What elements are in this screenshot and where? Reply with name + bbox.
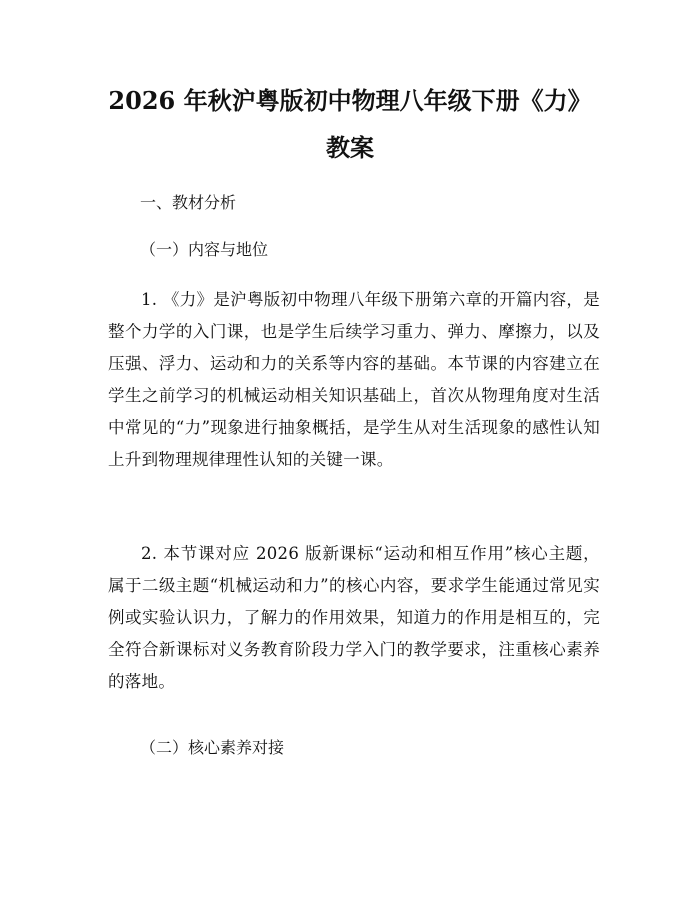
- subsection-heading-core-literacy: （二）核心素养对接: [140, 738, 285, 757]
- document-title-line-1: 2026 年秋沪粤版初中物理八年级下册《力》: [108, 86, 592, 115]
- paragraph-1: 1. 《力》是沪粤版初中物理八年级下册第六章的开篇内容，是整个力学的入门课，也是学生后续学习重力、弹力、摩擦力，以及压强、浮力、运动和力的关系等内容的基础。本节课的内容建立在学生之前学习的机械运动相关知识基础上，首次从物理角度对生活中常见的“力”现象进行抽象概括，是学生从对生活现象的感性认知上升到物理规律理性认知的关键一课。: [108, 290, 600, 469]
- subsection-heading-content-position: （一）内容与地位: [140, 240, 269, 259]
- document-title-line-2: 教案: [326, 133, 374, 162]
- section-heading-textbook-analysis: 一、教材分析: [140, 193, 237, 212]
- paragraph-2: 2. 本节课对应 2026 版新课标“运动和相互作用”核心主题，属于二级主题“机械运动和力”的核心内容，要求学生能通过常见实例或实验认识力，了解力的作用效果，知道力的作用是相互的，完全符合新课标对义务教育阶段力学入门的教学要求，注重核心素养的落地。: [108, 544, 600, 691]
